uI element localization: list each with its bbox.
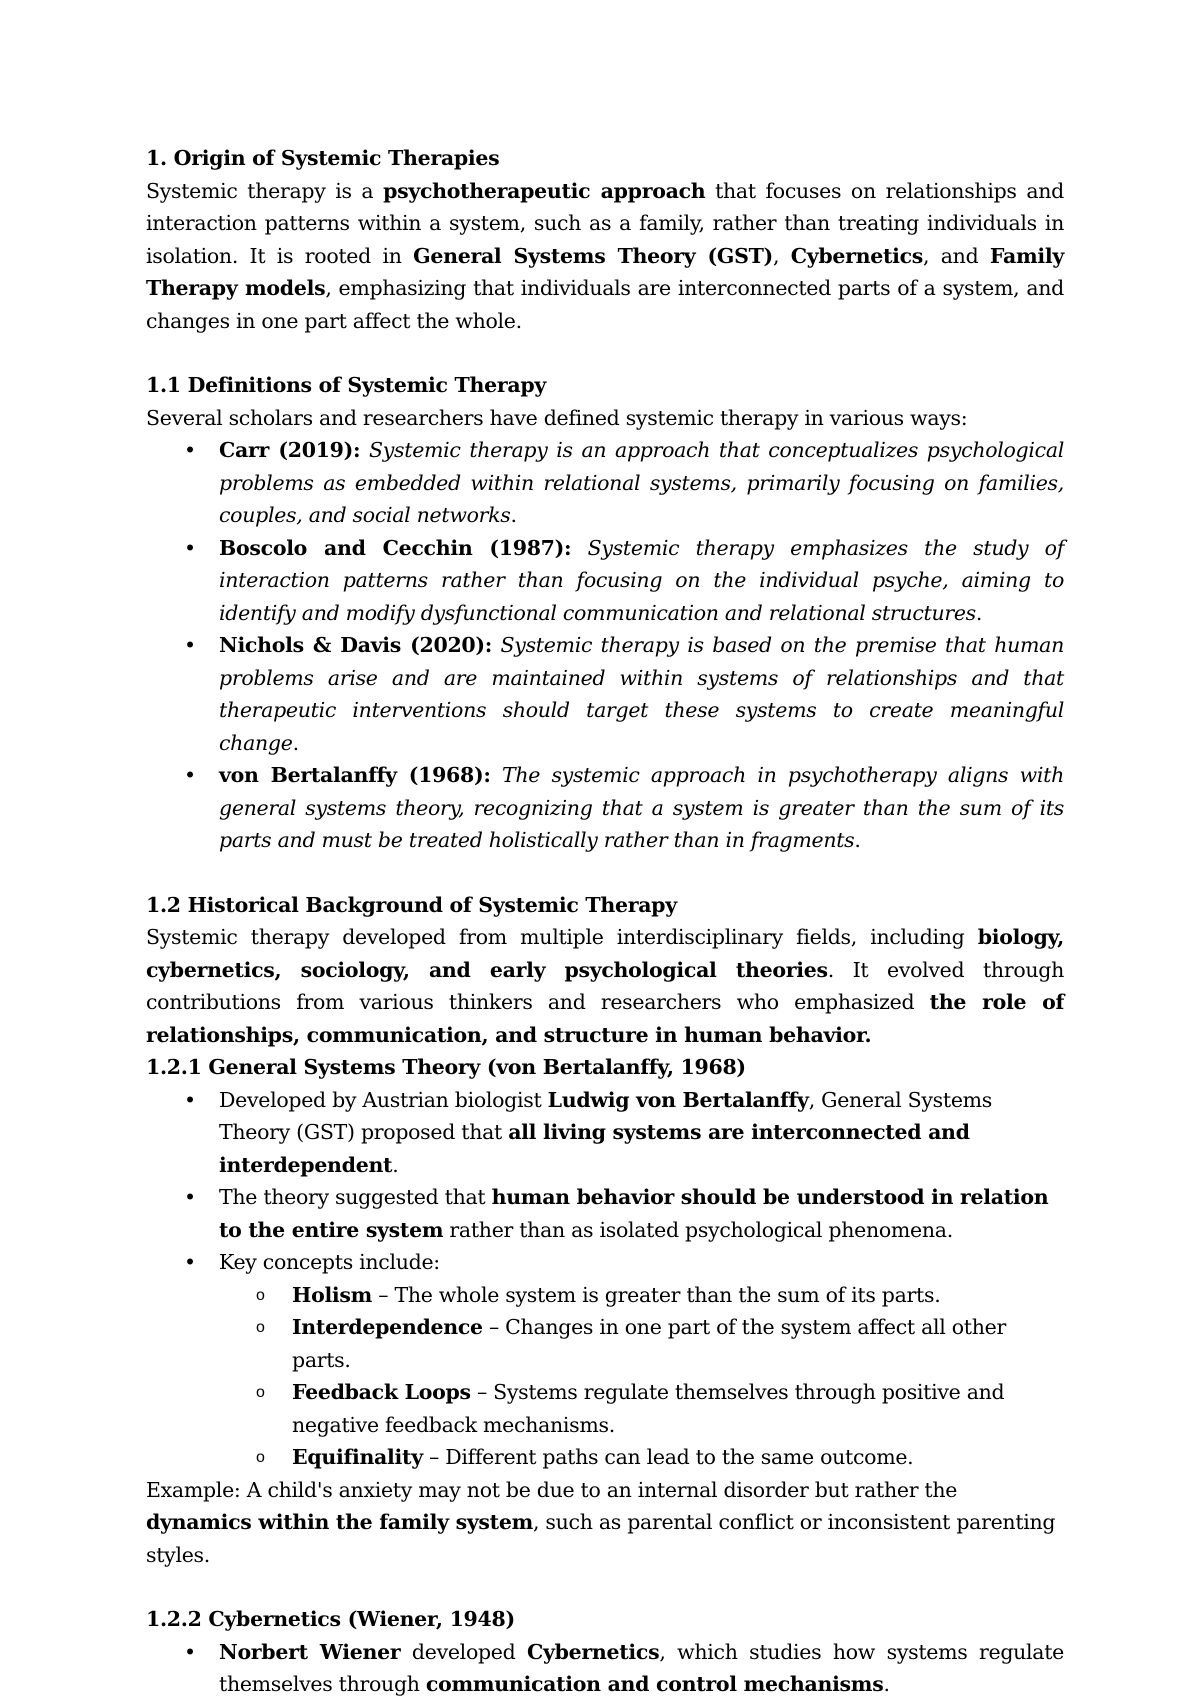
text-run: , (772, 243, 791, 268)
text-run: . It evolved through contributions from various thinkers and researchers who emphasized (146, 957, 1065, 1014)
definition-text: Systemic therapy is an approach that conceptualizes psychological problems as embedded within relational systems, primarily focusing on families, couples, and social networks (219, 438, 1064, 527)
author-label: Carr (2019): (219, 438, 361, 462)
text-run: . (975, 600, 983, 625)
concept-desc: – Systems regulate themselves through positive and negative feedback mechanisms. (292, 1380, 1005, 1437)
concept-desc: – Different paths can lead to the same outcome. (422, 1445, 914, 1469)
concept-term: Equifinality (292, 1445, 423, 1469)
bold-run: biology, cybernetics, sociology, and early psychological theories (146, 925, 1064, 982)
bold-run: dynamics within the family system (146, 1510, 533, 1534)
concepts-list (219, 1279, 1064, 1474)
intro-paragraph (146, 175, 1064, 338)
list-item (219, 1636, 1064, 1701)
bold-run: all living systems are interconnected and interdependent (219, 1120, 970, 1177)
bold-run: General Systems Theory (GST) (413, 243, 773, 268)
concept-item (292, 1311, 1064, 1376)
bold-run: Ludwig von Bertalanffy (547, 1087, 809, 1112)
text-run: , General Systems Theory (GST) proposed that (219, 1087, 993, 1144)
list-item (219, 532, 1064, 630)
gst-list (146, 1084, 1064, 1474)
section-heading-1: 1. Origin of Systemic Therapies (146, 146, 500, 170)
bold-run: Family Therapy models (146, 243, 1065, 300)
concept-term: Holism (292, 1282, 373, 1307)
author-label: Boscolo and Cecchin (1987): (219, 535, 572, 560)
text-run: Developed by Austrian biologist (219, 1087, 548, 1112)
bold-run: Cybernetics (527, 1639, 660, 1664)
bold-run: Norbert Wiener (219, 1639, 401, 1664)
text-run: Systemic therapy developed from multiple interdisciplinary fields, including (146, 925, 978, 949)
concept-desc: – The whole system is greater than the sum of its parts. (372, 1282, 941, 1307)
definition-text: Systemic therapy emphasizes the study of interaction patterns rather than focusing on the individual psyche, aiming to identify and modify dysfunctional communication and relational structures (219, 535, 1065, 625)
list-item (219, 629, 1064, 759)
section-heading-1-2-1: 1.2.1 General Systems Theory (von Bertalanffy, 1968) (146, 1055, 746, 1079)
text-run: . (292, 730, 299, 755)
document-body (146, 142, 1064, 1701)
text-run: , which studies how systems regulate themselves through (219, 1639, 1064, 1696)
bold-run: human behavior should be understood in relation to the entire system (219, 1185, 1049, 1242)
text-run: , emphasizing that individuals are interconnected parts of a system, and changes in one part affect the whole. (146, 276, 1064, 333)
spacer (146, 1571, 1064, 1603)
bold-run: communication and control mechanisms (425, 1672, 884, 1696)
example-paragraph (146, 1474, 1064, 1572)
section-heading-1-1: 1.1 Definitions of Systemic Therapy (146, 373, 546, 397)
cybernetics-list (146, 1636, 1064, 1701)
bold-run: psychotherapeutic approach (383, 178, 706, 203)
text-run: . (854, 828, 861, 852)
text-run: . (883, 1672, 890, 1696)
text-run: . (510, 503, 517, 527)
text-run: , such as parental conflict or inconsistent parenting styles. (146, 1510, 1056, 1567)
text-run: , and (923, 243, 990, 268)
concept-desc: – Changes in one part of the system affect all other parts. (292, 1315, 1006, 1372)
list-item (219, 1181, 1064, 1246)
bold-run: the role of relationships, communication, and structure in human behavior. (146, 990, 1065, 1047)
definitions-list (146, 434, 1064, 857)
definition-text: The systemic approach in psychotherapy aligns with general systems theory, recognizing that a system is greater than the sum of its parts and must be treated holistically rather than in fragments (219, 763, 1064, 852)
bold-run: Cybernetics (790, 243, 924, 268)
list-item (219, 759, 1064, 857)
concept-item (292, 1279, 1064, 1312)
text-run: Key concepts include: (219, 1250, 440, 1274)
list-item (219, 1246, 1064, 1474)
concept-item (292, 1441, 1064, 1474)
author-label: Nichols & Davis (2020): (219, 633, 493, 657)
definitions-intro: Several scholars and researchers have defined systemic therapy in various ways: (146, 405, 968, 430)
section-heading-1-2-2: 1.2.2 Cybernetics (Wiener, 1948) (146, 1607, 515, 1631)
text-run: The theory suggested that (219, 1185, 492, 1209)
spacer (146, 857, 1064, 889)
spacer (146, 337, 1064, 369)
concept-term: Interdependence (292, 1315, 483, 1339)
list-item (219, 434, 1064, 532)
concept-item (292, 1376, 1064, 1441)
history-paragraph (146, 921, 1064, 1051)
text-run: Systemic therapy is a (146, 178, 384, 203)
section-heading-1-2: 1.2 Historical Background of Systemic Therapy (146, 892, 677, 917)
definition-text: Systemic therapy is based on the premise that human problems arise and are maintained within systems of relationships and that therapeutic interventions should target these systems to create meaningful change (219, 633, 1064, 755)
concept-term: Feedback Loops (292, 1380, 471, 1404)
text-run: that focuses on relationships and interaction patterns within a system, such as a family, rather than treating individuals in isolation. It is rooted in (146, 178, 1065, 268)
author-label: von Bertalanffy (1968): (219, 763, 491, 787)
text-run: rather than as isolated psychological phenomena. (443, 1217, 953, 1242)
text-run: Example: A child's anxiety may not be due to an internal disorder but rather the (146, 1477, 958, 1502)
text-run: developed (400, 1639, 527, 1664)
list-item (219, 1084, 1064, 1182)
text-run: . (392, 1152, 399, 1177)
